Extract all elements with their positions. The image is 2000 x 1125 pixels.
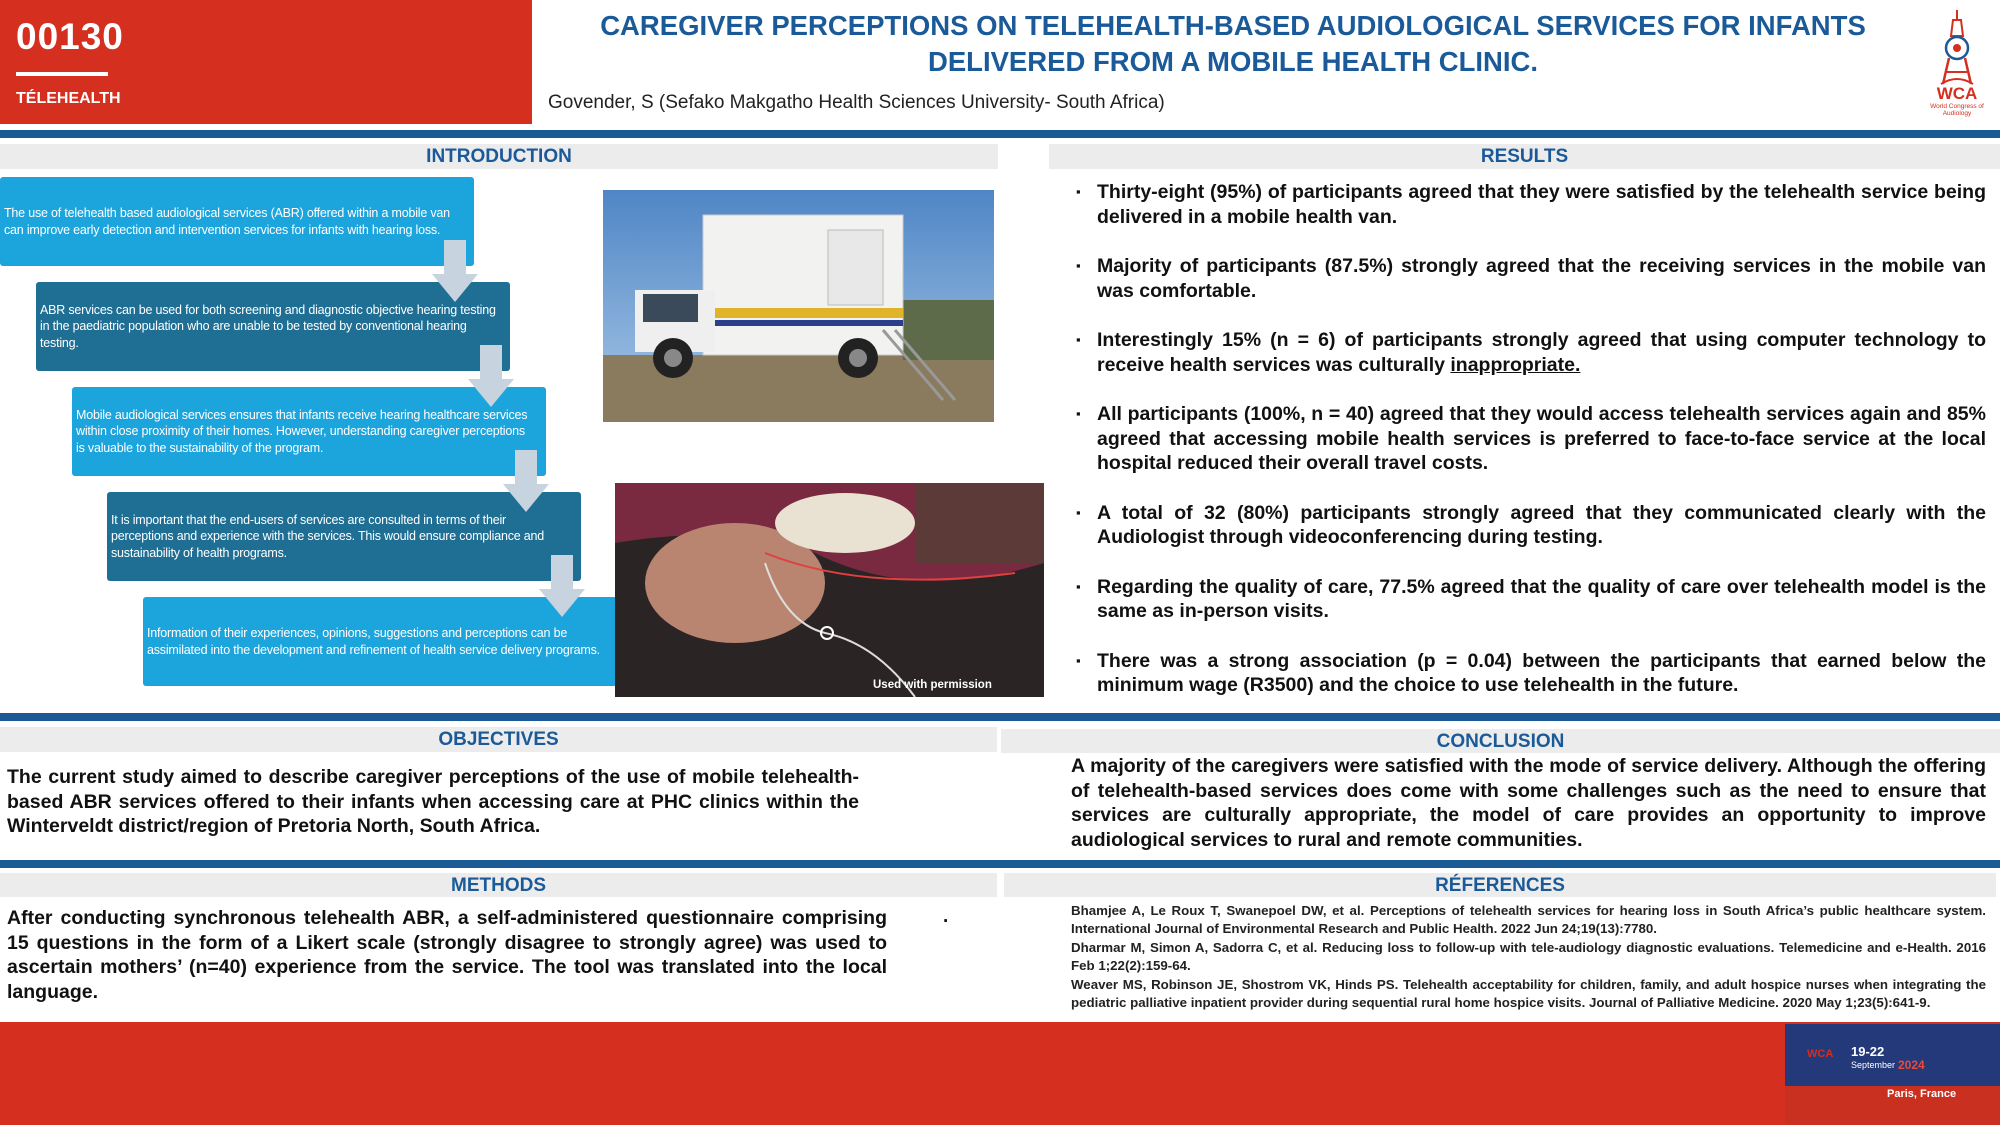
objectives-heading: OBJECTIVES [0,727,997,752]
poster-title [548,8,1918,80]
intro-step-4: It is important that the end-users of services are consulted in terms of their perceptions and experience with the services. This would ensure compliance and sustainability of health programs. [107,492,581,581]
result-item [1073,328,1986,377]
down-arrow-icon [501,450,551,514]
result-item [1073,402,1986,476]
badge-dates: 19-22 [1851,1044,1885,1059]
infant-abr-photo [615,483,1044,697]
intro-step-1: The use of telehealth based audiological services (ABR) offered within a mobile van can improve early detection and intervention services for infants with hearing loss. [0,177,474,266]
category-label: TÉLEHEALTH [16,90,121,107]
result-text: There was a strong association (p = 0.04) between the participants that earned below the minimum wage (R3500) and the choice to use telehealth in the future. [1097,649,1986,696]
down-arrow-icon [430,240,480,304]
id-underline [16,72,108,76]
badge-year: 2024 [1898,1058,1925,1072]
result-text: Majority of participants (87.5%) strongly agreed that the receiving services in the mobile van was comfortable. [1097,255,1986,302]
references-list [1071,902,1986,1013]
bullet-icon: ▪ [1076,578,1081,594]
objectives-text: The current study aimed to describe caregiver perceptions of the use of mobile telehealth-based ABR services offered to their infants when accessing care at PHC clinics within the Winterveldt district/region of Pretoria North, South Africa. [7,766,859,837]
header-divider [0,130,2000,138]
result-item [1073,501,1986,550]
bullet-icon: ▪ [1076,652,1081,668]
footer-band [0,1022,2000,1125]
result-text: A total of 32 (80%) participants strongly agreed that they communicated clearly with the Audiologist through videoconferencing during testing. [1097,501,1986,548]
bullet-icon: ▪ [1076,406,1081,421]
down-arrow-icon [466,345,516,409]
wca-logo [1925,6,1989,118]
badge-city: Paris, France [1887,1088,1957,1100]
congress-badge [1785,1024,2000,1125]
result-emphasis: inappropriate. [1450,353,1581,376]
results-list [1073,180,1986,723]
photo-caption: Used with permission [873,679,992,691]
abstract-id-box [0,0,532,124]
stray-dot: . [943,906,949,927]
logo-subtext: World Congress of Audiology [1930,103,1984,117]
reference-item: Bhamjee A, Le Roux T, Swanepoel DW, et al. Perceptions of telehealth services for hearing loss in South Africa’s public healthcare system. International Journal of Environmental Research and Public Health. 2022 Jun 24;19(13):7780. [1071,903,1986,936]
intro-step-3: Mobile audiological services ensures that infants receive hearing healthcare services within close proximity of their homes. However, understanding caregiver perceptions is valuable to the sustainability of the program. [72,387,546,476]
result-text: Interestingly 15% (n = 6) of participants strongly agreed that using computer technology to receive health services was culturally [1097,329,1986,376]
result-text: All participants (100%, n = 40) agreed that they would access telehealth services again and 85% agreed that accessing mobile health services is preferred to face-to-face service at the local hospital reduced their overall travel costs. [1097,403,1986,474]
methods-text: After conducting synchronous telehealth ABR, a self-administered questionnaire comprising 15 questions in the form of a Likert scale (strongly disagree to strongly agree) was used to ascertain mothers’ (n=40) experience from the service. The tool was translated into the local language. [7,907,887,1003]
conclusion-text: A majority of the caregivers were satisfied with the mode of service delivery. Although the offering of telehealth-based services does come with some challenges such as the need to ensure that services are culturally appropriate, the model of care provides an opportunity to improve audiological services to rural and remote communities. [1071,755,1986,851]
poster-title-line-1: CAREGIVER PERCEPTIONS ON TELEHEALTH-BASED AUDIOLOGICAL SERVICES FOR INFANTS [600,10,1866,41]
bullet-icon: ▪ [1076,504,1081,520]
intro-step-2: ABR services can be used for both screening and diagnostic objective hearing testing in the paediatric population who are unable to be tested by conventional hearing testing. [36,282,510,371]
result-item [1073,575,1986,624]
introduction-heading: INTRODUCTION [0,144,998,169]
bullet-icon: ▪ [1076,332,1081,347]
abstract-id: 00130 [16,16,124,57]
badge-logo: WCA [1807,1048,1834,1060]
badge-month: September [1851,1060,1896,1070]
conclusion-heading: CONCLUSION [1001,729,2000,753]
intro-step-5: Information of their experiences, opinions, suggestions and perceptions can be assimilated into the development and refinement of health service delivery programs. [143,597,617,686]
result-item [1073,254,1986,303]
result-text: Thirty-eight (95%) of participants agreed that they were satisfied by the telehealth service being delivered in a mobile health van. [1097,181,1986,228]
result-text: Regarding the quality of care, 77.5% agreed that the quality of care over telehealth model is the same as in-person visits. [1097,575,1986,622]
logo-wordmark: WCA [1936,84,1978,103]
mobile-van-photo [603,190,994,422]
results-heading: RESULTS [1049,144,2000,169]
reference-item: Dharmar M, Simon A, Sadorra C, et al. Reducing loss to follow-up with tele-audiology diagnostic evaluations. Telemedicine and e-Health. 2016 Feb 1;22(2):159-64. [1071,940,1986,973]
bullet-icon: ▪ [1076,258,1081,273]
mid-divider [0,713,2000,721]
down-arrow-icon [537,555,587,619]
reference-item: Weaver MS, Robinson JE, Shostrom VK, Hinds PS. Telehealth acceptability for children, family, and adult hospice nurses when integrating the pediatric palliative inpatient provider during sequential rural home hospice visits. Journal of Palliative Medicine. 2020 May 1;23(5):641-9. [1071,977,1986,1010]
author-line: Govender, S (Sefako Makgatho Health Sciences University- South Africa) [548,92,1165,113]
poster-title-line-2: DELIVERED FROM A MOBILE HEALTH CLINIC. [927,46,1539,77]
lower-divider [0,860,2000,868]
references-heading: RÉFERENCES [1004,873,1996,897]
result-item [1073,649,1986,698]
bullet-icon: ▪ [1076,184,1081,199]
methods-heading: METHODS [0,873,997,897]
result-item [1073,180,1986,229]
